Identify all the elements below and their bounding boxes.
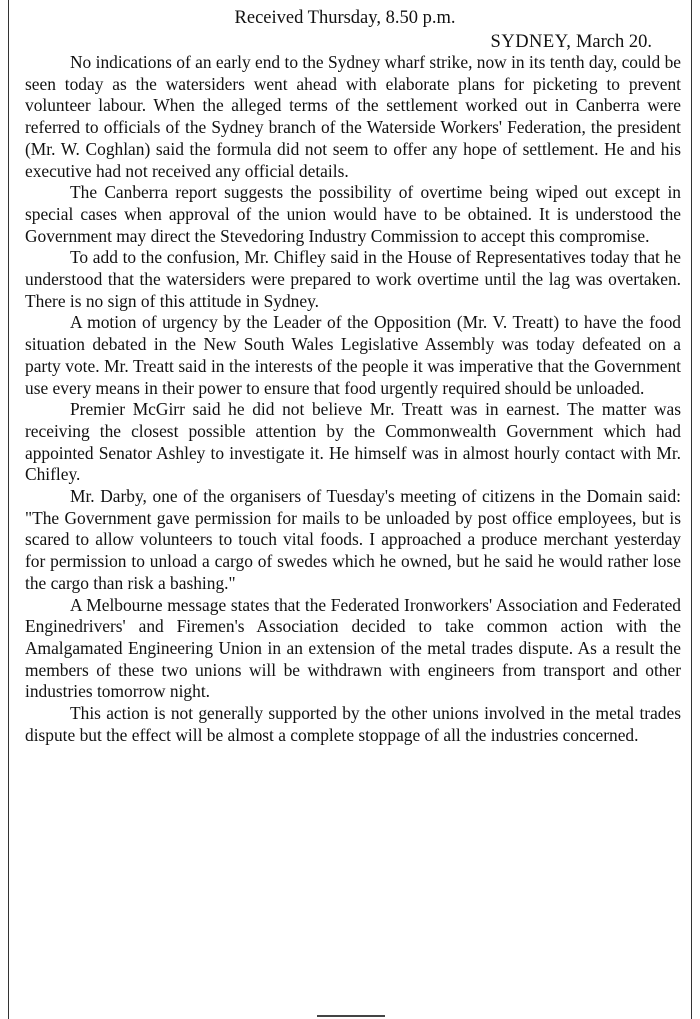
received-line: Received Thursday, 8.50 p.m. <box>234 8 456 28</box>
right-column-rule <box>691 0 692 1019</box>
dateline-city: SYDNEY, <box>490 32 572 52</box>
article-body <box>25 52 681 747</box>
article-paragraph: The Canberra report suggests the possibility of overtime being wiped out except in special cases when approval of the union would have to be obtained. It is understood the Government may direct the Stevedoring Industry Commission to accept this compromise. <box>25 182 681 246</box>
article-paragraph: This action is not generally supported by the other unions involved in the metal trades dispute but the effect will be almost a complete stoppage of all the industries concerned. <box>25 703 681 745</box>
article-paragraph: To add to the confusion, Mr. Chifley said in the House of Representatives today that he understood that the watersiders were prepared to work overtime until the lag was overtaken. There is no sign of this attitude in Sydney. <box>25 247 681 311</box>
article-paragraph: A motion of urgency by the Leader of the Opposition (Mr. V. Treatt) to have the food situation debated in the New South Wales Legislative Assembly was today defeated on a party vote. Mr. Treatt said in the interests of the people it was imperative that the Government use every means in their power to ensure that food urgently required should be unloaded. <box>25 312 681 398</box>
dateline-date: March 20. <box>575 32 652 52</box>
end-of-article-rule <box>317 1015 385 1017</box>
dateline <box>491 31 652 53</box>
article-paragraph: A Melbourne message states that the Federated Ironworkers' Association and Federated Enginedrivers' and Firemen's Association decided to take common action with the Amalgamated Engineering Union in an extension of the metal trades dispute. As a result the members of these two unions will be withdrawn with engineers from transport and other industries tomorrow night. <box>25 594 681 702</box>
left-column-rule <box>8 0 9 1019</box>
article-paragraph: Premier McGirr said he did not believe Mr. Treatt was in earnest. The matter was receiving the closest possible attention by the Commonwealth Government which had appointed Senator Ashley to investigate it. He himself was in almost hourly contact with Mr. Chifley. <box>25 399 681 485</box>
article-paragraph: No indications of an early end to the Sydney wharf strike, now in its tenth day, could be seen today as the watersiders went ahead with elaborate plans for picketing to prevent volunteer labour. When the alleged terms of the settlement worked out in Canberra were referred to officials of the Sydney branch of the Waterside Workers' Federation, the president (Mr. W. Coghlan) said the formula did not seem to offer any hope of settlement. He and his executive had not received any official details. <box>25 52 681 181</box>
article-paragraph: Mr. Darby, one of the organisers of Tuesday's meeting of citizens in the Domain said: "The Government gave permission for mails to be unloaded by post office employees, but is scared to allow volunteers to touch vital foods. I approached a produce merchant yesterday for permission to unload a cargo of swedes which he owned, but he said he would rather lose the cargo than risk a bashing." <box>25 486 681 593</box>
